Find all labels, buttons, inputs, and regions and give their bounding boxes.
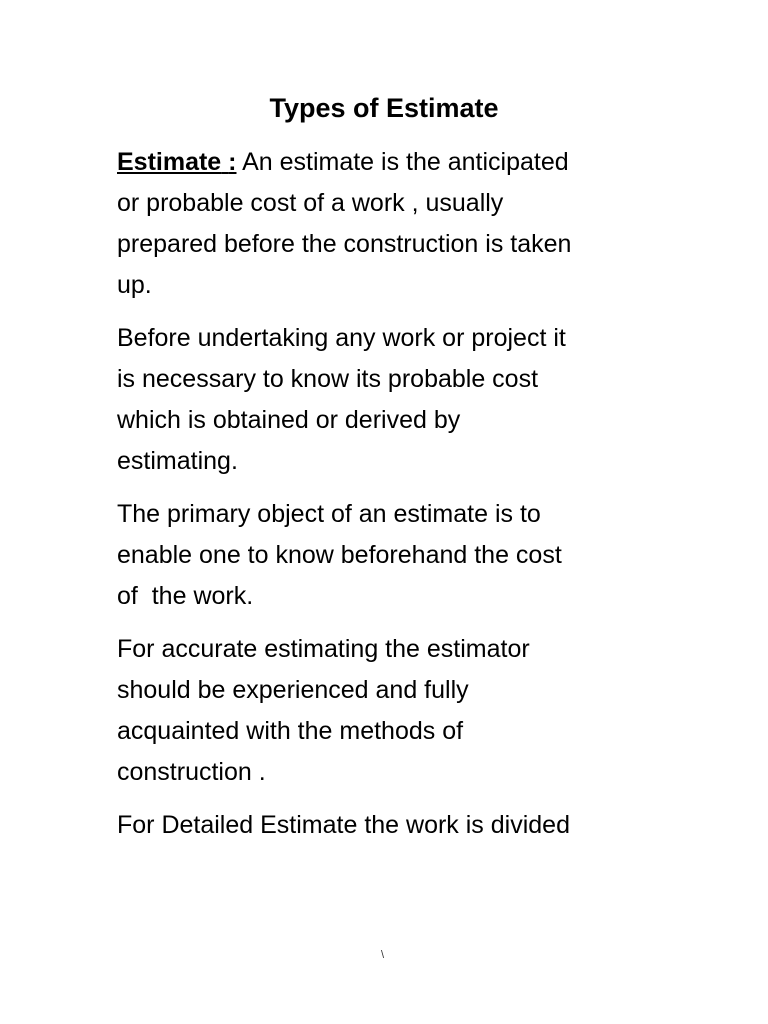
paragraph-line: The primary object of an estimate is to <box>117 500 541 528</box>
paragraph-line: Before undertaking any work or project it <box>117 324 566 352</box>
paragraph-line: estimating. <box>117 447 238 475</box>
paragraph <box>117 805 657 846</box>
paragraph-line: For Detailed Estimate the work is divided <box>117 811 570 839</box>
definition-separator: : <box>228 148 237 176</box>
definition-line <box>117 142 657 183</box>
definition-paragraph <box>117 142 657 306</box>
paragraph-line: construction . <box>117 758 266 786</box>
definition-term-text: Estimate <box>117 148 222 176</box>
paragraph-line: acquainted with the methods of <box>117 717 464 745</box>
paragraph <box>117 629 657 793</box>
paragraph-line: or probable cost of a work , usually <box>117 189 504 217</box>
paragraph <box>117 318 657 482</box>
definition-term <box>117 148 237 176</box>
paragraph-line: is necessary to know its probable cost <box>117 365 539 393</box>
page-mark: \ <box>381 949 385 961</box>
paragraph-line: of the work. <box>117 582 254 610</box>
paragraph-line: prepared before the construction is taken <box>117 230 572 258</box>
paragraph <box>117 494 657 617</box>
page-title: Types of Estimate <box>269 93 499 123</box>
paragraph-line: For accurate estimating the estimator <box>117 635 530 663</box>
paragraph-line: An estimate is the anticipated <box>236 148 569 176</box>
paragraph-line: enable one to know beforehand the cost <box>117 541 562 569</box>
paragraph-line: which is obtained or derived by <box>117 406 461 434</box>
paragraph-line: should be experienced and fully <box>117 676 469 704</box>
document-body <box>117 142 657 858</box>
paragraph-line: up. <box>117 271 152 299</box>
